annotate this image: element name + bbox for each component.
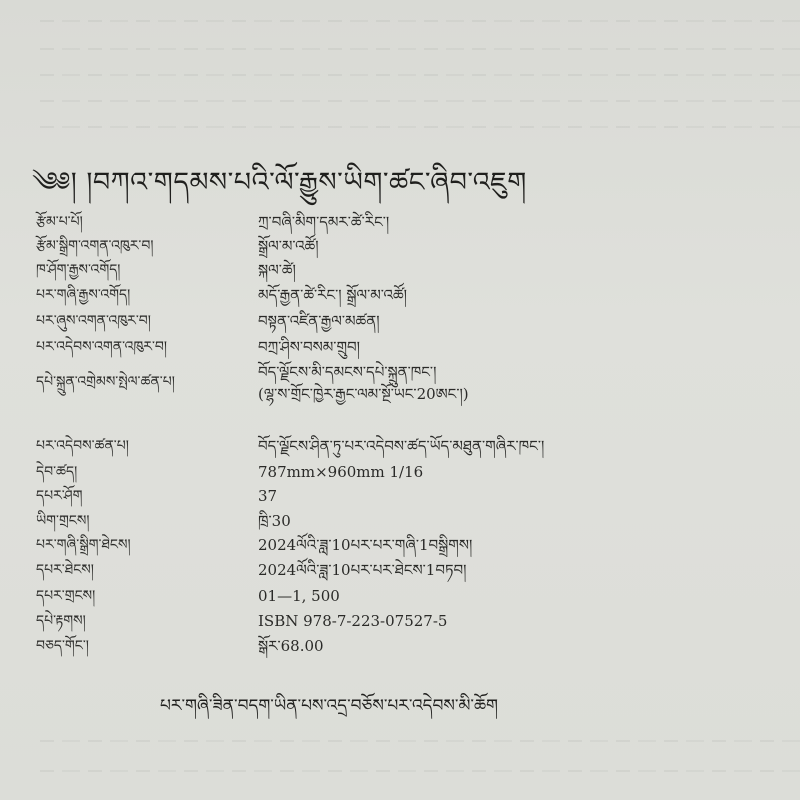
colophon-value: སྒྲོལ་མ་འཚོ། — [258, 237, 319, 255]
colophon-label: པར་འདེབས་འགན་འཁུར་བ། — [36, 339, 167, 355]
bleed-through-line — [40, 126, 800, 128]
colophon-value: 2024ལོའི་ཟླ་10པར་པར་གཞི་1བསྒྲིགས། — [258, 536, 473, 554]
colophon-label: རྩོམ་པ་པོ། — [36, 214, 83, 230]
colophon-value: བཀྲ་ཤིས་བསམ་གྲུབ། — [258, 338, 360, 356]
colophon-label: པར་གཞི་སྒྲིག་ཐེངས། — [36, 537, 131, 553]
colophon-label: པར་ཞུས་འགན་འཁུར་བ། — [36, 313, 151, 329]
colophon-value: 2024ལོའི་ཟླ་10པར་པར་ཐེངས་1བཏབ། — [258, 561, 467, 579]
colophon-label: དཔར་ཐེངས། — [36, 562, 94, 578]
bleed-through-line — [40, 770, 800, 772]
colophon-label: དཔེ་སྐྲུན་འགྲེམས་སྤེལ་ཚན་པ། — [36, 374, 175, 390]
colophon-label: དཔེ་རྟགས། — [36, 613, 86, 629]
colophon-value: 787mm×960mm 1/16 — [258, 463, 424, 481]
bleed-through-line — [40, 740, 800, 742]
colophon-value: ISBN 978-7-223-07527-5 — [258, 612, 448, 630]
colophon-label: དཔར་གྲངས། — [36, 588, 96, 604]
colophon-value: 01—1, 500 — [258, 587, 340, 605]
colophon-value: ཁྲི་30 — [258, 512, 291, 530]
bleed-through-line — [40, 100, 800, 102]
colophon-label: ཁ་ཤོག་རྒྱས་འགོད། — [36, 262, 121, 278]
colophon-value — [258, 362, 469, 404]
colophon-value: སྒོར་68.00 — [258, 637, 324, 655]
bleed-through-line — [40, 74, 800, 76]
copyright-notice: པར་གཞི་ཟིན་བདག་ཡིན་པས་འདྲ་བཅོས་པར་འདེབས་མི་ཆོག — [160, 696, 499, 716]
colophon-value: མདོ་རྒྱན་ཚེ་རིང་། སྒྲོལ་མ་འཚོ། — [258, 286, 407, 304]
bleed-through-line — [40, 48, 800, 50]
page-title: ༄༅། །བཀའ་གདམས་པའི་ལོ་རྒྱུས་ཡིག་ཚང་ཞིབ་འཇུག — [32, 167, 527, 198]
colophon-label: བཅད་གོང་། — [36, 638, 89, 654]
colophon-value: ཀྲ་བཞི་མིག་དམར་ཚེ་རིང་། — [258, 213, 390, 231]
colophon-value: 37 — [258, 487, 278, 505]
bleed-through-line — [40, 20, 800, 22]
colophon-label: དཔར་ཤོག — [36, 488, 83, 504]
colophon-label: པར་འདེབས་ཚན་པ། — [36, 438, 129, 454]
colophon-label: པར་གཞི་རྒྱས་འགོད། — [36, 287, 131, 303]
colophon-value: སྐལ་ཚེ། — [258, 261, 296, 279]
colophon-label: རྩོམ་སྒྲིག་འགན་འཁུར་བ། — [36, 238, 154, 254]
colophon-value: བསྟན་འཛིན་རྒྱལ་མཚན། — [258, 312, 380, 330]
colophon-label: ཡིག་གྲངས། — [36, 513, 90, 529]
colophon-label: དེབ་ཚད། — [36, 464, 78, 480]
publisher-address: (ལྷ་ས་གྲོང་ཁྱེར་རྒྱང་ལམ་སྔོ་ཡང་20ཨང་།) — [258, 385, 469, 403]
colophon-value: བོད་ལྗོངས་ཤིན་ཏུ་པར་འདེབས་ཚད་ཡོད་མཐུན་གཞིར་ཁང་། — [258, 437, 545, 455]
publisher-name: བོད་ལྗོངས་མི་དམངས་དཔེ་སྐྲུན་ཁང་། — [258, 363, 437, 381]
